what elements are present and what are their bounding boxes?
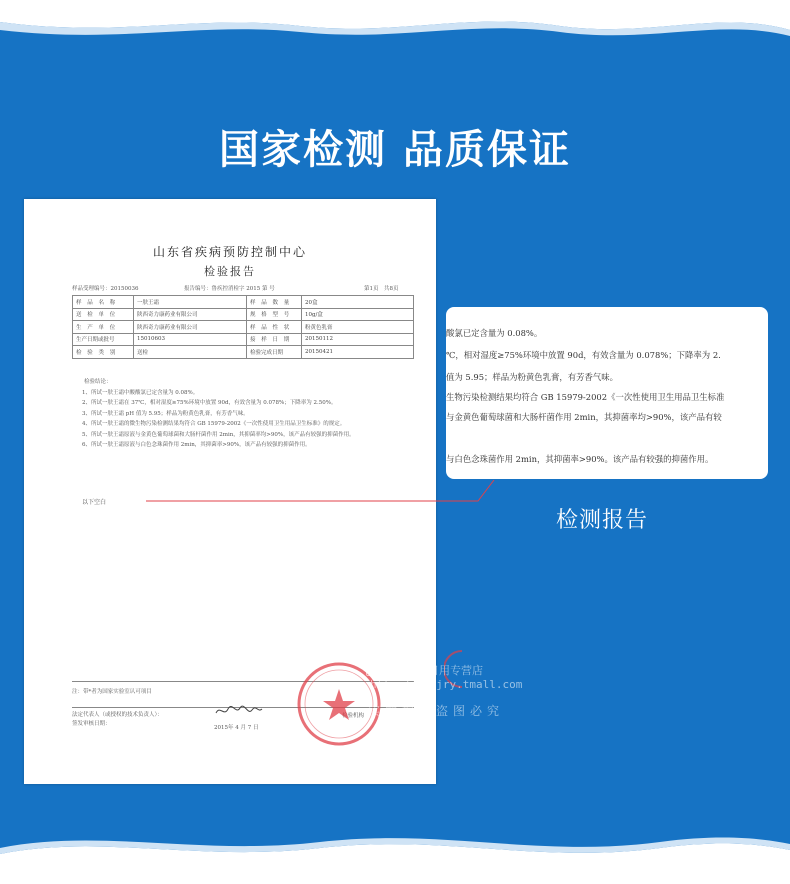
table-cell: 送 检 单 位 xyxy=(73,308,134,321)
conclusion-item: 4、所试一肤王霜的微生物污染检测结果均符合 GB 15979-2002《一次性使用卫生用品卫生标准》的规定。 xyxy=(82,421,346,427)
watermark-store-name: 一休居家日用专营店 xyxy=(384,664,483,677)
table-cell: 接 样 日 期 xyxy=(247,333,302,346)
callout-line: 与白色念珠菌作用 2min，其抑菌率>90%。该产品有较强的抑菌作用。 xyxy=(446,454,714,464)
table-cell: 一肤王霜 xyxy=(134,296,247,309)
conclusion-item: 6、所试一肤王霜原液与白色念珠菌作用 2min，其抑菌率>90%，该产品有较强的抑菌作用。 xyxy=(82,442,311,448)
watermark-notice: 实物拍摄盗图必究 xyxy=(368,704,505,718)
table-cell: 送检 xyxy=(134,346,247,359)
issue-date: 2015年 4 月 7 日 xyxy=(214,725,259,731)
conclusion-item: 3、所试一肤王霜 pH 值为 5.95；样品为粉黄色乳膏，有芳香气味。 xyxy=(82,410,249,417)
table-cell: 检验完成日期 xyxy=(247,346,302,359)
table-cell: 生 产 单 位 xyxy=(73,321,134,334)
table-cell: 生产日期或批号 xyxy=(73,333,134,346)
issue-date-label: 签发审核日期： xyxy=(72,721,111,727)
table-cell: 样 品 名 称 xyxy=(73,296,134,309)
table-cell: 样 品 数 量 xyxy=(247,296,302,309)
legal-representative-label: 法定代表人（或授权的技术负责人）： xyxy=(72,712,163,718)
inspection-agency-label: 检验机构 xyxy=(341,713,364,719)
callout-line: 生物污染检测结果均符合 GB 15979-2002《一次性使用卫生用品卫生标准 xyxy=(446,392,725,402)
table-cell: 20150421 xyxy=(302,346,414,359)
table-cell: 15010603 xyxy=(134,333,247,346)
conclusion-item: 1、所试一肤王霜中酸酸氯已定含量为 0.08%。 xyxy=(82,389,199,396)
report-organization: 山东省疾病预防控制中心 xyxy=(152,245,307,259)
table-cell: 样 品 性 状 xyxy=(247,321,302,334)
callout-line: 值为 5.95；样品为粉黄色乳膏，有芳香气味。 xyxy=(446,372,619,382)
report-title: 检验报告 xyxy=(204,265,256,278)
watermark-url: http://yxjjry.tmall.com xyxy=(370,678,523,691)
table-cell: 检 验 类 别 xyxy=(73,346,134,359)
footnote: 注：带*者为国家实验室认可项目 xyxy=(72,681,414,695)
table-cell: 陕西奇力康药业有限公司 xyxy=(134,321,247,334)
blank-below-note: 以下空白 xyxy=(82,499,107,506)
table-cell: 粉黄色乳膏 xyxy=(302,321,414,334)
report-number: 报告编号：鲁疾控消检字 2015 第 号 xyxy=(184,286,275,292)
callout-line: 酸氯已定含量为 0.08%。 xyxy=(446,328,543,338)
table-cell: 20150112 xyxy=(302,333,414,346)
caption-label: 检测报告 xyxy=(556,508,649,533)
table-cell: 20盒 xyxy=(302,296,414,309)
conclusion-item: 5、所试一肤王霜原液与金黄色葡萄球菌和大肠杆菌作用 2min，其抑菌率均>90%，该产品有较强的抑菌作用。 xyxy=(82,431,355,438)
sample-number: 样品受理编号：20150036 xyxy=(72,286,139,292)
table-cell: 10g/盒 xyxy=(302,308,414,321)
camera-icon xyxy=(366,662,382,676)
callout-line: ℃，相对湿度≥75%环境中放置 90d，有效含量为 0.078%；下降率为 2. xyxy=(446,350,721,360)
page-number: 第1页 共8页 xyxy=(364,286,399,292)
callout-line: 与金黄色葡萄球菌和大肠杆菌作用 2min，其抑菌率均>90%，该产品有较 xyxy=(446,412,722,422)
table-cell: 规 格 型 号 xyxy=(247,308,302,321)
table-cell: 陕西奇力康药业有限公司 xyxy=(134,308,247,321)
bottom-wave xyxy=(0,814,790,884)
conclusion-title: 检验结论： xyxy=(84,379,112,385)
conclusion-item: 2、所试一肤王霜在 37℃，相对湿度≥75%环境中放置 90d，有效含量为 0.078%；下降率为 2.50%。 xyxy=(82,400,337,406)
headline: 国家检测 品质保证 xyxy=(219,127,571,173)
